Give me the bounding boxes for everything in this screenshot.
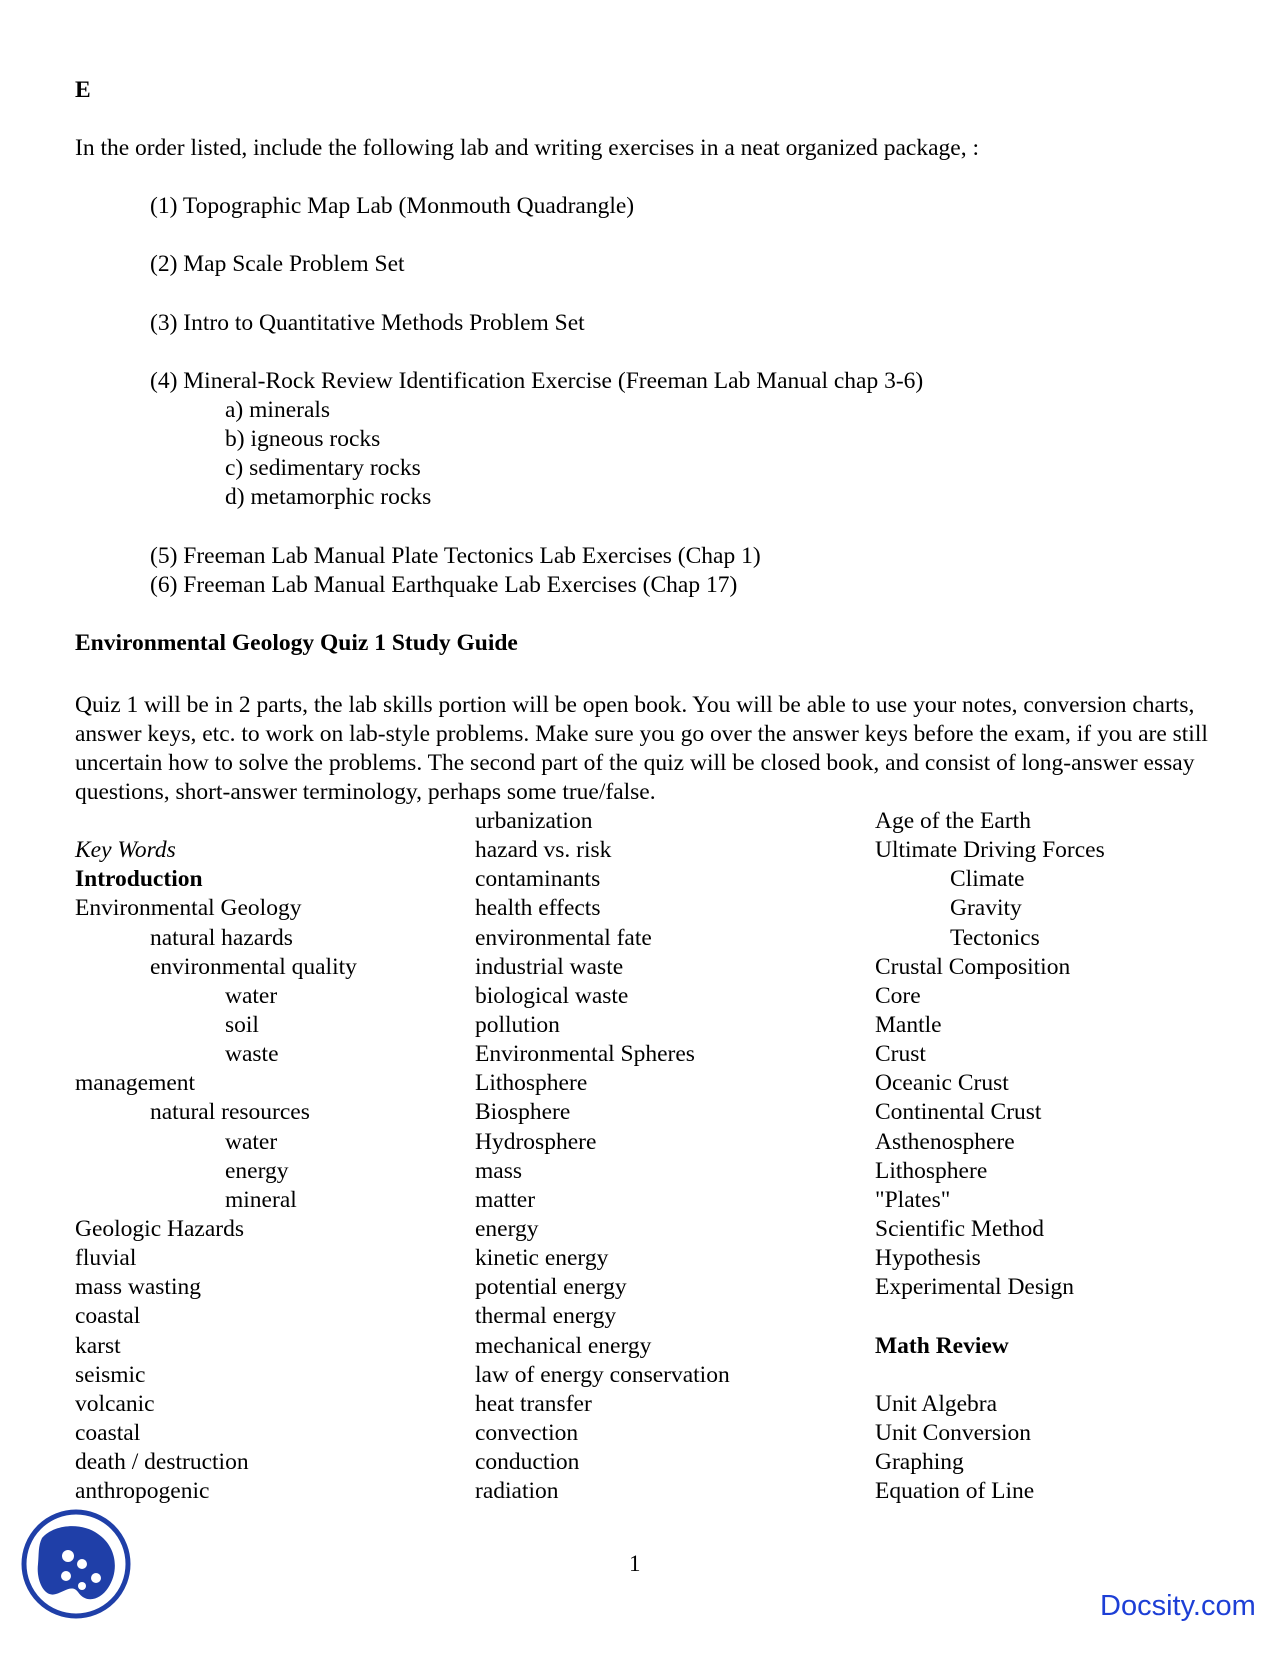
keyword: Age of the Earth [875, 808, 1031, 834]
keyword: mineral [225, 1186, 297, 1213]
docsity-logo-icon [20, 1508, 132, 1620]
keyword: volcanic [75, 1390, 155, 1417]
keyword: fluvial [75, 1245, 137, 1272]
keyword: water [225, 982, 278, 1009]
keyword: urbanization [475, 808, 593, 834]
keyword: radiation [475, 1478, 559, 1505]
keyword: waste [225, 1041, 279, 1068]
keyword: karst [75, 1332, 121, 1359]
exercise-sub-item: a) minerals [225, 397, 331, 423]
keyword: seismic [75, 1361, 146, 1388]
keyword: Mantle [875, 1011, 942, 1038]
keyword: natural hazards [150, 924, 293, 951]
keyword: Gravity [950, 895, 1022, 922]
keyword: water [225, 1128, 278, 1155]
keyword: management [75, 1070, 196, 1097]
keyword: Environmental Spheres [475, 1041, 695, 1068]
keyword: Oceanic Crust [875, 1070, 1009, 1097]
keyword: energy [225, 1157, 289, 1184]
keyword: Unit Algebra [875, 1390, 998, 1417]
exercise-sub-item: c) sedimentary rocks [225, 455, 421, 481]
keyword: coastal [75, 1303, 141, 1330]
keyword: death / destruction [75, 1449, 249, 1476]
keyword: Tectonics [950, 924, 1040, 951]
keyword: coastal [75, 1419, 141, 1446]
keywords-column-2 [475, 807, 730, 1506]
keyword: Crust [875, 1041, 926, 1068]
introduction-heading: Introduction [75, 866, 203, 893]
keyword: "Plates" [875, 1186, 951, 1213]
keyword: mass wasting [75, 1274, 201, 1301]
exercise-sub-item: b) igneous rocks [225, 426, 381, 452]
math-review-heading: Math Review [875, 1332, 1009, 1359]
keyword: conduction [475, 1449, 580, 1476]
keyword: mechanical energy [475, 1332, 652, 1359]
exercise-item-4: (4) Mineral-Rock Review Identification Exercise (Freeman Lab Manual chap 3-6) [150, 368, 924, 394]
keyword: hazard vs. risk [475, 837, 612, 864]
page-number: 1 [629, 1551, 641, 1576]
keyword: Climate [950, 866, 1025, 893]
keyword: environmental fate [475, 924, 652, 951]
keywords-column-3 [875, 807, 1105, 1506]
keyword: anthropogenic [75, 1478, 210, 1505]
keyword: Ultimate Driving Forces [875, 837, 1105, 864]
exercise-item-5: (5) Freeman Lab Manual Plate Tectonics Lab Exercises (Chap 1) [150, 543, 761, 569]
keyword: Hydrosphere [475, 1128, 597, 1155]
keyword: Unit Conversion [875, 1419, 1032, 1446]
study-guide-title: Environmental Geology Quiz 1 Study Guide [75, 630, 518, 656]
docsity-brand[interactable]: Docsity.com [1100, 1590, 1256, 1622]
keyword: Graphing [875, 1449, 964, 1476]
keyword: Experimental Design [875, 1274, 1075, 1301]
keyword: Scientific Method [875, 1215, 1045, 1242]
keyword: Geologic Hazards [75, 1215, 244, 1242]
keyword: pollution [475, 1011, 560, 1038]
section-letter: E [75, 77, 91, 103]
keyword: contaminants [475, 866, 601, 893]
keyword: Core [875, 982, 921, 1009]
keyword: Environmental Geology [75, 895, 302, 922]
keyword: thermal energy [475, 1303, 617, 1330]
keyword: matter [475, 1186, 536, 1213]
keyword: heat transfer [475, 1390, 592, 1417]
keyword: Hypothesis [875, 1245, 981, 1272]
keyword: Lithosphere [475, 1070, 588, 1097]
keyword: convection [475, 1419, 579, 1446]
intro-line: In the order listed, include the following lab and writing exercises in a neat organized package, : [75, 135, 980, 161]
keyword: natural resources [150, 1099, 310, 1126]
exercise-sub-item: d) metamorphic rocks [225, 484, 432, 510]
keyword: Biosphere [475, 1099, 571, 1126]
keyword: mass [475, 1157, 522, 1184]
keyword: soil [225, 1011, 259, 1038]
keyword: health effects [475, 895, 601, 922]
keyword: industrial waste [475, 953, 624, 980]
keyword: potential energy [475, 1274, 627, 1301]
keyword: Equation of Line [875, 1478, 1035, 1505]
exercise-item-3: (3) Intro to Quantitative Methods Problem Set [150, 310, 585, 336]
keyword: energy [475, 1215, 539, 1242]
key-words-label: Key Words [75, 837, 176, 864]
keyword: biological waste [475, 982, 629, 1009]
exercise-item-2: (2) Map Scale Problem Set [150, 251, 405, 277]
keyword: Lithosphere [875, 1157, 988, 1184]
keyword: Crustal Composition [875, 953, 1071, 980]
keyword: Asthenosphere [875, 1128, 1015, 1155]
keyword: law of energy conservation [475, 1361, 730, 1388]
study-guide-paragraph: Quiz 1 will be in 2 parts, the lab skills portion will be open book. You will be able to use your notes, conversion charts, answer keys, etc. to work on lab-style problems. Make sure you go over the answer keys before the exam, if you are still uncertain how to solve the problems. The second part of the quiz will be closed book, and consist of long-answer essay questions, short-answer terminology, perhaps some true/false. [75, 692, 1208, 805]
keyword: kinetic energy [475, 1245, 609, 1272]
keyword: Continental Crust [875, 1099, 1042, 1126]
keyword: environmental quality [150, 953, 357, 980]
exercise-item-6: (6) Freeman Lab Manual Earthquake Lab Exercises (Chap 17) [150, 572, 738, 598]
exercise-item-1: (1) Topographic Map Lab (Monmouth Quadrangle) [150, 193, 635, 219]
keywords-column-1 [75, 807, 357, 1506]
